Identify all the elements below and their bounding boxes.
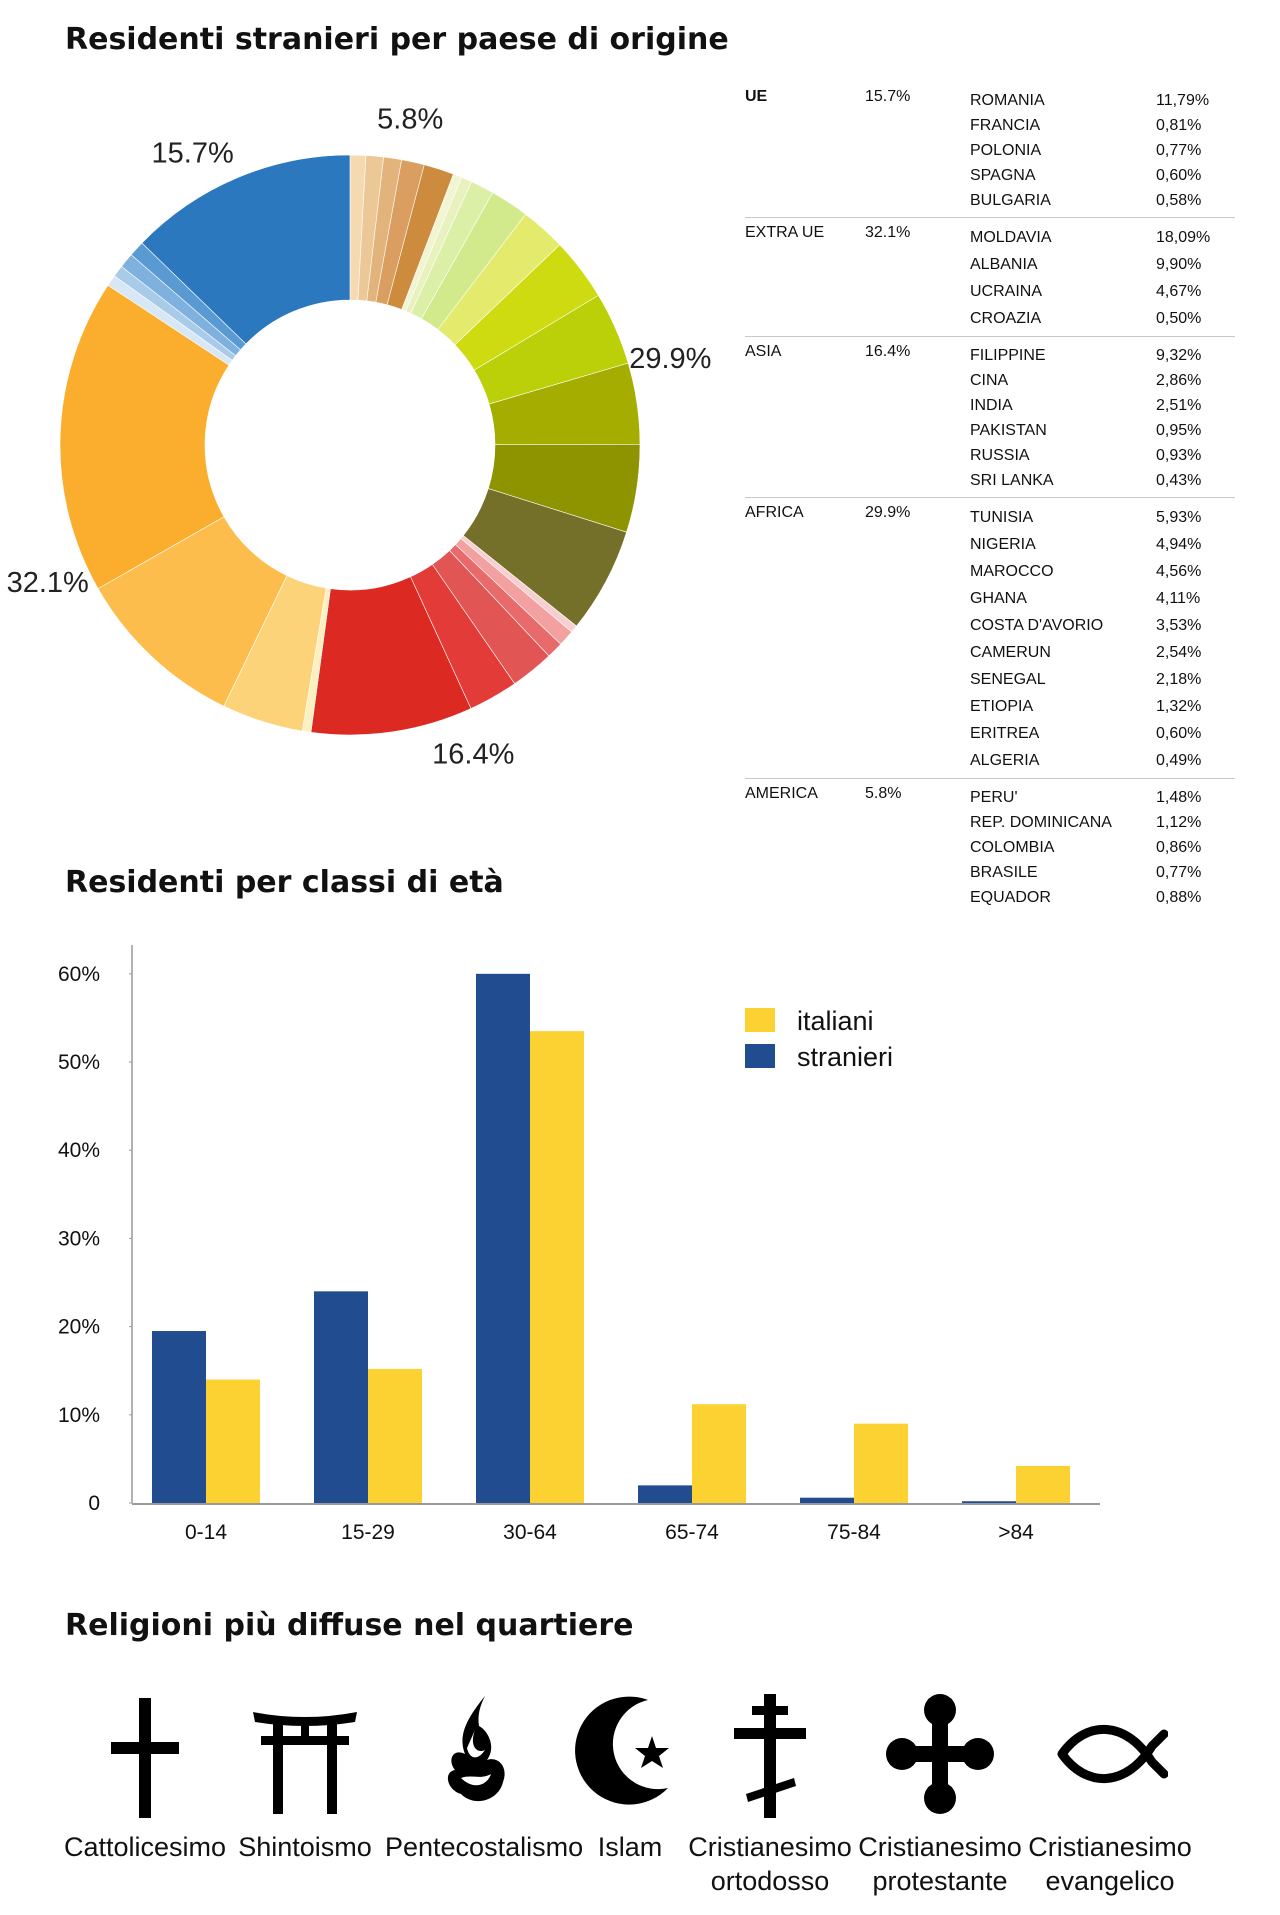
- table-group-name: ASIA: [745, 343, 782, 360]
- bar-italiani-3064: [530, 1031, 584, 1503]
- country-name: ETIOPIA: [970, 698, 1034, 715]
- table-row: [970, 835, 1235, 860]
- religion-item: [215, 1690, 395, 1864]
- country-pct: 4,11%: [1156, 590, 1201, 607]
- bar-stranieri-3064: [476, 974, 530, 1503]
- religion-label-line: Pentecostalismo: [385, 1832, 584, 1862]
- country-name: COSTA D'AVORIO: [970, 617, 1104, 634]
- table-row: [970, 558, 1235, 585]
- latin-cross-icon: [55, 1690, 235, 1822]
- y-tick-label: 10%: [57, 1403, 100, 1427]
- x-tick-label: >84: [998, 1521, 1034, 1544]
- religion-label-line: protestante: [872, 1866, 1008, 1896]
- country-name: CINA: [970, 372, 1009, 389]
- country-name: PAKISTAN: [970, 422, 1047, 439]
- donut-label-ue: 15.7%: [151, 137, 234, 170]
- table-group: [745, 88, 1235, 218]
- table-group-pct: 32.1%: [865, 224, 911, 241]
- y-tick-label: 40%: [57, 1139, 100, 1163]
- table-row: [970, 468, 1235, 493]
- country-name: ALBANIA: [970, 256, 1038, 273]
- bar-italiani-1529: [368, 1369, 422, 1503]
- country-pct: 0,58%: [1156, 192, 1202, 209]
- religion-item: [680, 1690, 860, 1898]
- country-name: TUNISIA: [970, 509, 1034, 526]
- religion-item: [55, 1690, 235, 1864]
- table-row: [970, 720, 1235, 747]
- country-name: POLONIA: [970, 142, 1042, 159]
- country-name: FILIPPINE: [970, 347, 1046, 364]
- religion-label-line: Cristianesimo: [858, 1832, 1022, 1862]
- country-pct: 0,77%: [1156, 864, 1202, 881]
- table-group-name: EXTRA UE: [745, 224, 825, 241]
- religion-label-line: ortodosso: [710, 1866, 830, 1896]
- table-row: [970, 368, 1235, 393]
- table-group: [745, 504, 1235, 779]
- table-row: [970, 666, 1235, 693]
- table-group-name: AFRICA: [745, 504, 804, 521]
- country-pct: 0,77%: [1156, 142, 1202, 159]
- country-pct: 9,90%: [1156, 256, 1202, 273]
- religion-label-line: Cattolicesimo: [63, 1832, 227, 1862]
- country-pct: 0,86%: [1156, 839, 1202, 856]
- country-pct: 2,54%: [1156, 644, 1202, 661]
- religion-label-line: evangelico: [1045, 1866, 1175, 1896]
- table-row: [970, 305, 1235, 332]
- y-tick-label: 60%: [57, 962, 100, 986]
- table-row: [970, 188, 1235, 213]
- religion-label-line: Islam: [597, 1832, 663, 1862]
- country-pct: 1,32%: [1156, 698, 1202, 715]
- country-pct: 4,94%: [1156, 536, 1202, 553]
- table-group: [745, 785, 1235, 914]
- country-name: CAMERUN: [970, 644, 1051, 661]
- country-pct: 0,95%: [1156, 422, 1202, 439]
- orthodox-cross-icon: [680, 1690, 860, 1822]
- table-row: [970, 785, 1235, 810]
- table-row: [970, 693, 1235, 720]
- country-pct: 1,12%: [1156, 814, 1202, 831]
- religion-item: [850, 1690, 1030, 1898]
- donut-chart-title: Residenti stranieri per paese di origine: [65, 22, 729, 57]
- country-name: UCRAINA: [970, 283, 1043, 300]
- bar-stranieri-014: [152, 1331, 206, 1503]
- origin-donut-chart: [0, 80, 720, 780]
- country-pct: 0,93%: [1156, 447, 1202, 464]
- table-row: [970, 443, 1235, 468]
- religions-title: Religioni più diffuse nel quartiere: [65, 1608, 634, 1643]
- country-pct: 0,50%: [1156, 310, 1202, 327]
- donut-label-asia: 16.4%: [432, 738, 515, 771]
- country-name: NIGERIA: [970, 536, 1036, 553]
- country-pct: 0,43%: [1156, 472, 1202, 489]
- religion-label: [850, 1830, 1030, 1898]
- country-name: REP. DOMINICANA: [970, 814, 1112, 831]
- table-row: [970, 224, 1235, 251]
- table-group-name: AMERICA: [745, 785, 818, 802]
- bar-italiani-014: [206, 1380, 260, 1503]
- country-name: INDIA: [970, 397, 1013, 414]
- table-group: [745, 343, 1235, 498]
- country-name: GHANA: [970, 590, 1027, 607]
- religion-label: [215, 1830, 395, 1864]
- legend-label-stranieri: stranieri: [797, 1042, 894, 1072]
- country-pct: 0,88%: [1156, 889, 1202, 906]
- table-row: [970, 885, 1235, 910]
- x-tick-label: 75-84: [827, 1521, 881, 1544]
- table-row: [970, 88, 1235, 113]
- table-row: [970, 504, 1235, 531]
- country-pct: 4,67%: [1156, 283, 1202, 300]
- religions-row: [0, 1690, 1280, 1910]
- country-name: PERU': [970, 789, 1018, 806]
- table-row: [970, 138, 1235, 163]
- y-tick-label: 30%: [57, 1227, 100, 1251]
- bar-stranieri-1529: [314, 1291, 368, 1503]
- religion-label: [385, 1830, 584, 1864]
- legend-label-italiani: italiani: [797, 1006, 874, 1036]
- luther-cross-icon: [850, 1690, 1030, 1822]
- table-row: [970, 393, 1235, 418]
- table-row: [970, 343, 1235, 368]
- x-tick-label: 30-64: [503, 1521, 557, 1544]
- table-group-pct: 15.7%: [865, 88, 911, 105]
- bar-stranieri-7584: [800, 1498, 854, 1503]
- donut-label-africa: 29.9%: [629, 342, 712, 375]
- x-tick-label: 65-74: [665, 1521, 719, 1544]
- y-tick-label: 0: [88, 1492, 100, 1515]
- table-row: [970, 860, 1235, 885]
- table-group-pct: 16.4%: [865, 343, 911, 360]
- country-pct: 1,48%: [1156, 789, 1202, 806]
- bar-italiani-7584: [854, 1424, 908, 1503]
- y-tick-label: 20%: [57, 1315, 100, 1339]
- table-row: [970, 113, 1235, 138]
- donut-label-america: 5.8%: [377, 103, 444, 136]
- country-pct: 0,60%: [1156, 725, 1202, 742]
- country-name: ROMANIA: [970, 92, 1045, 109]
- table-group-pct: 29.9%: [865, 504, 911, 521]
- religion-label-line: Cristianesimo: [688, 1832, 852, 1862]
- x-tick-label: 15-29: [341, 1521, 395, 1544]
- table-row: [970, 278, 1235, 305]
- table-row: [970, 747, 1235, 774]
- country-name: COLOMBIA: [970, 839, 1055, 856]
- country-pct: 11,79%: [1156, 92, 1210, 109]
- religion-item: [385, 1690, 584, 1864]
- country-pct: 4,56%: [1156, 563, 1202, 580]
- country-name: SENEGAL: [970, 671, 1046, 688]
- donut-label-extra-ue: 32.1%: [6, 567, 89, 600]
- age-chart-title: Residenti per classi di età: [65, 865, 504, 900]
- bar-stranieri-6574: [638, 1485, 692, 1503]
- country-name: SRI LANKA: [970, 472, 1054, 489]
- country-pct: 2,51%: [1156, 397, 1202, 414]
- country-name: EQUADOR: [970, 889, 1051, 906]
- country-name: RUSSIA: [970, 447, 1030, 464]
- table-row: [970, 531, 1235, 558]
- religion-label-line: Cristianesimo: [1028, 1832, 1192, 1862]
- x-tick-label: 0-14: [184, 1521, 228, 1544]
- ichthys-icon: [1020, 1690, 1200, 1822]
- table-row: [970, 251, 1235, 278]
- origin-table: [745, 88, 1235, 920]
- table-group-name: UE: [745, 88, 768, 105]
- bar-stranieri-84: [962, 1501, 1016, 1503]
- table-row: [970, 418, 1235, 443]
- country-name: MOLDAVIA: [970, 229, 1052, 246]
- country-name: BULGARIA: [970, 192, 1051, 209]
- dove-flame-icon: [385, 1690, 565, 1822]
- country-name: BRASILE: [970, 864, 1038, 881]
- table-row: [970, 612, 1235, 639]
- country-pct: 18,09%: [1156, 229, 1211, 246]
- table-group-pct: 5.8%: [865, 785, 902, 802]
- country-pct: 3,53%: [1156, 617, 1202, 634]
- age-bar-chart: [0, 920, 1280, 1560]
- religion-item: [1020, 1690, 1200, 1898]
- table-group: [745, 224, 1235, 337]
- country-pct: 2,86%: [1156, 372, 1202, 389]
- legend-swatch-stranieri: [745, 1044, 775, 1068]
- country-name: SPAGNA: [970, 167, 1036, 184]
- country-pct: 0,81%: [1156, 117, 1202, 134]
- country-name: MAROCCO: [970, 563, 1054, 580]
- country-pct: 2,18%: [1156, 671, 1202, 688]
- bar-italiani-84: [1016, 1466, 1070, 1503]
- country-name: FRANCIA: [970, 117, 1041, 134]
- torii-gate-icon: [215, 1690, 395, 1822]
- religion-label: [1020, 1830, 1200, 1898]
- country-name: ERITREA: [970, 725, 1040, 742]
- table-row: [970, 639, 1235, 666]
- bar-italiani-6574: [692, 1404, 746, 1503]
- country-pct: 5,93%: [1156, 509, 1202, 526]
- religion-label: [680, 1830, 860, 1898]
- y-tick-label: 50%: [57, 1051, 100, 1075]
- country-name: ALGERIA: [970, 752, 1040, 769]
- legend-swatch-italiani: [745, 1008, 775, 1032]
- table-row: [970, 810, 1235, 835]
- country-pct: 0,60%: [1156, 167, 1202, 184]
- religion-label: [55, 1830, 235, 1864]
- country-pct: 0,49%: [1156, 752, 1202, 769]
- country-pct: 9,32%: [1156, 347, 1202, 364]
- table-row: [970, 585, 1235, 612]
- country-name: CROAZIA: [970, 310, 1042, 327]
- religion-label-line: Shintoismo: [238, 1832, 372, 1862]
- table-row: [970, 163, 1235, 188]
